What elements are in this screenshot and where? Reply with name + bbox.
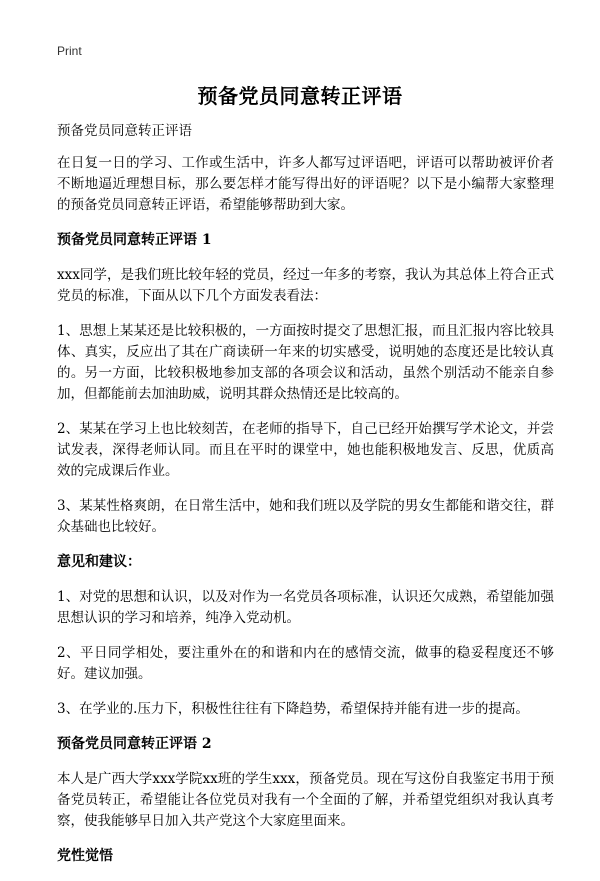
section-heading: 党性觉悟 bbox=[57, 848, 113, 864]
print-link[interactable]: Print bbox=[57, 44, 82, 58]
document-subtitle: 预备党员同意转正评语 bbox=[57, 123, 192, 139]
document-title: 预备党员同意转正评语 bbox=[197, 84, 403, 108]
paragraph: 2、某某在学习上也比较刻苦，在老师的指导下，自己已经开始撰写学术论文，并尝试发表，深得老师认同。而且在平时的课堂中，她也能积极地发言、反思，优质高效的完成课后作业。 bbox=[57, 421, 554, 479]
section-heading: 预备党员同意转正评语 2 bbox=[57, 736, 212, 752]
document-body bbox=[57, 121, 554, 881]
paragraph: xxx同学，是我们班比较年轻的党员，经过一年多的考察，我认为其总体上符合正式党员的标准，下面从以下几个方面发表看法： bbox=[57, 267, 554, 304]
paragraph: 3、某某性格爽朗，在日常生活中，她和我们班以及学院的男女生都能和谐交往，群众基础也比较好。 bbox=[57, 498, 554, 535]
paragraph: 1、对党的思想和认识，以及对作为一名党员各项标准，认识还欠成熟，希望能加强思想认识的学习和培养，纯净入党动机。 bbox=[57, 589, 554, 626]
paragraph: 3、在学业的.压力下，积极性往往有下降趋势，希望保持并能有进一步的提高。 bbox=[57, 701, 529, 717]
section-heading: 意见和建议： bbox=[57, 554, 141, 570]
paragraph: 1、思想上某某还是比较积极的，一方面按时提交了思想汇报，而且汇报内容比较具体、真实，反应出了其在广商读研一年来的切实感受，说明她的态度还是比较认真的。另一方面，比较积极地参加支部的各项会议和活动，虽然个别活动不能亲自参加，但都能前去加油助威，说明其群众热情还是比较高的。 bbox=[57, 323, 554, 402]
intro-paragraph: 在日复一日的学习、工作或生活中，许多人都写过评语吧，评语可以帮助被评价者不断地逼近理想目标，那么要怎样才能写得出好的评语呢？以下是小编帮大家整理的预备党员同意转正评语，希望能够帮助到大家。 bbox=[57, 155, 554, 213]
paragraph: 2、平日同学相处，要注重外在的和谐和内在的感情交流，做事的稳妥程度还不够好。建议加强。 bbox=[57, 645, 554, 682]
section-heading: 预备党员同意转正评语 1 bbox=[57, 232, 212, 248]
paragraph: 本人是广西大学xxx学院xx班的学生xxx，预备党员。现在写这份自我鉴定书用于预备党员转正，希望能让各位党员对我有一个全面的了解，并希望党组织对我认真考察，使我能够早日加入共产党这个大家庭里面来。 bbox=[57, 771, 554, 829]
